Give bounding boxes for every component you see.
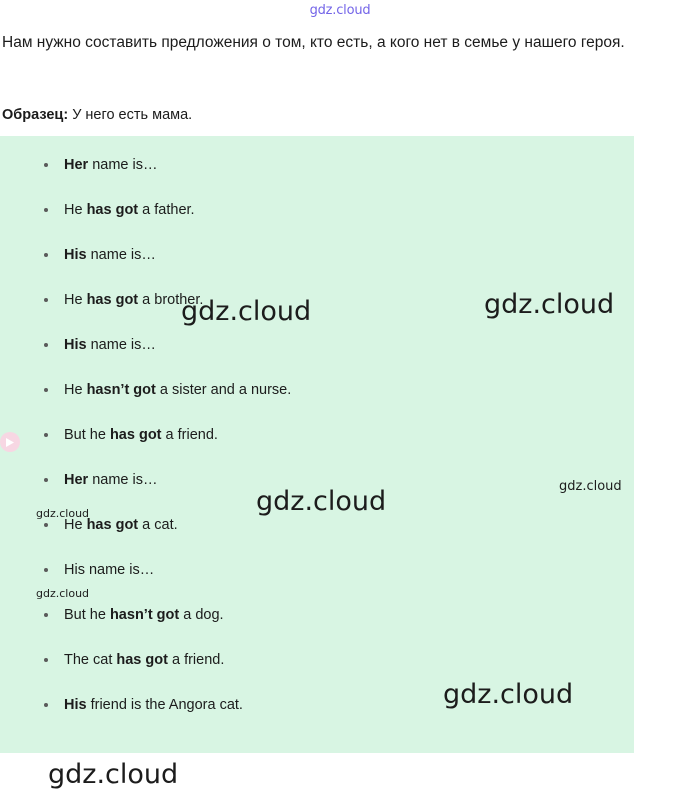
list-item-text: name is…: [88, 472, 158, 488]
watermark-g: gdz.cloud: [36, 507, 90, 520]
answer-list: [40, 156, 600, 741]
list-item: [40, 201, 600, 219]
list-item-text: a cat.: [138, 517, 178, 533]
list-item: [40, 651, 600, 669]
list-item-emphasis: hasn’t got: [109, 607, 180, 623]
list-item-emphasis: Her: [64, 472, 89, 488]
play-icon[interactable]: [0, 432, 20, 452]
list-item: [40, 381, 600, 399]
list-item: [40, 336, 600, 354]
list-item-text: His name is…: [64, 562, 155, 578]
list-item-emphasis: Her: [64, 157, 89, 173]
watermark-c: gdz.cloud: [256, 486, 387, 517]
list-item-emphasis: has got: [109, 427, 162, 443]
list-item-text: a friend.: [167, 652, 225, 668]
list-item: [40, 426, 600, 444]
list-item-text: He: [64, 202, 87, 218]
list-item-text: a sister and a nurse.: [155, 382, 292, 398]
list-item-emphasis: has got: [86, 517, 139, 533]
list-item-emphasis: has got: [116, 652, 168, 668]
list-item-text: name is…: [86, 337, 156, 353]
list-item-text: a brother.: [138, 292, 204, 308]
watermark-d: gdz.cloud: [443, 679, 574, 710]
list-item-text: He: [64, 517, 87, 533]
task-intro-text: Нам нужно составить предложения о том, кто есть, а кого нет в семье у нашего героя.: [2, 34, 625, 51]
list-item-text: a dog.: [179, 607, 224, 623]
watermark-a: gdz.cloud: [181, 296, 312, 327]
list-item-emphasis: has got: [86, 292, 139, 308]
list-item-text: The cat: [64, 652, 117, 668]
list-item-text: name is…: [86, 247, 156, 263]
list-item: [40, 291, 600, 309]
list-item: [40, 471, 600, 489]
list-item: [40, 246, 600, 264]
sample-text: У него есть мама.: [72, 107, 193, 123]
list-item: [40, 696, 600, 714]
watermark-top: gdz.cloud: [309, 3, 371, 18]
list-item-emphasis: His: [64, 697, 87, 713]
watermark-b: gdz.cloud: [484, 289, 615, 320]
list-item-text: But he: [64, 427, 110, 443]
list-item-text: name is…: [88, 157, 158, 173]
sample-label: Образец:: [2, 107, 69, 123]
list-item-text: He: [64, 292, 87, 308]
watermark-h: gdz.cloud: [36, 587, 90, 600]
list-item: [40, 606, 600, 624]
list-item-text: a father.: [138, 202, 195, 218]
list-item-emphasis: His: [64, 337, 87, 353]
list-item: [40, 516, 600, 534]
list-item-text: He: [64, 382, 87, 398]
list-item-text: a friend.: [161, 427, 218, 443]
list-item-emphasis: His: [64, 247, 87, 263]
list-item-text: But he: [64, 607, 110, 623]
list-item: [40, 561, 600, 579]
watermark-e: gdz.cloud: [48, 759, 179, 790]
list-item: [40, 156, 600, 174]
answer-panel: [0, 136, 634, 790]
list-item-emphasis: hasn’t got: [86, 382, 156, 398]
watermark-f: gdz.cloud: [559, 479, 622, 494]
list-item-text: friend is the Angora cat.: [86, 697, 243, 713]
list-item-emphasis: has got: [86, 202, 139, 218]
sample-line: [2, 104, 192, 126]
